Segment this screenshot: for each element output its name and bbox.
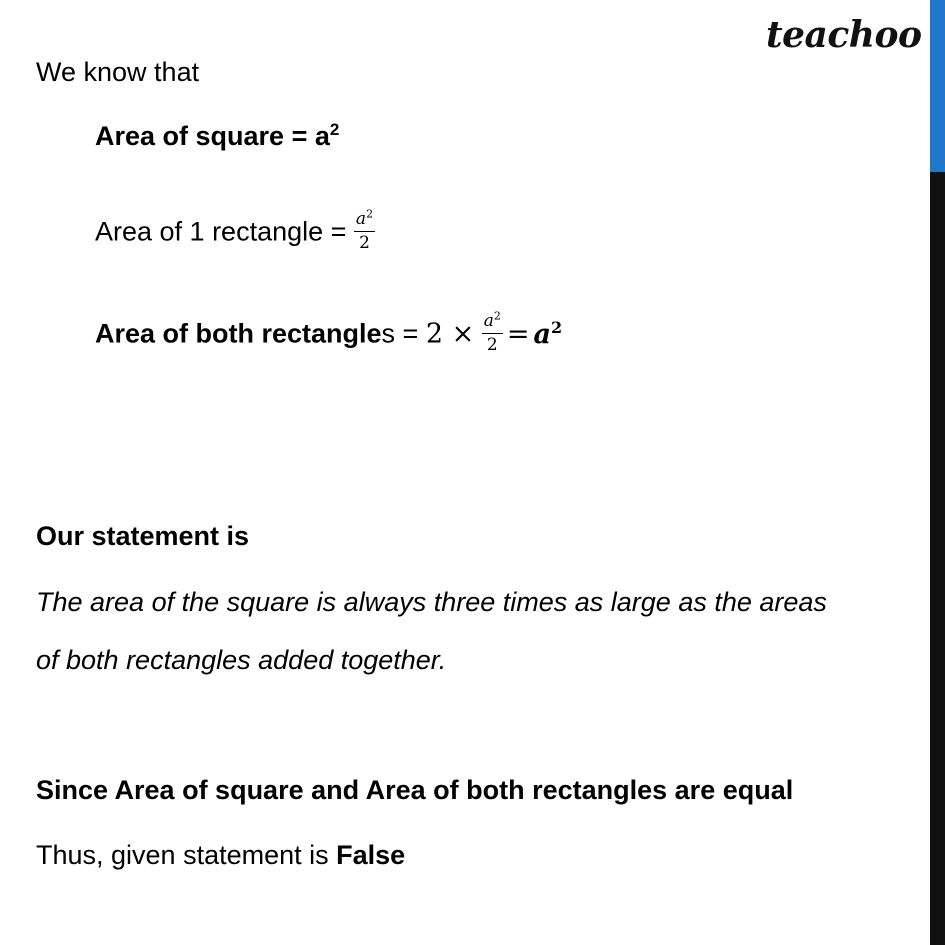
area-of-square-formula [95, 119, 339, 153]
fraction-denominator: 2 [359, 233, 370, 253]
statement-heading: Our statement is [36, 521, 250, 551]
fraction-numerator: $a^2$ [482, 313, 503, 334]
conclusion-verdict-line [36, 838, 405, 872]
a-squared-over-two-fraction [482, 309, 503, 355]
area-of-both-rectangles-formula [95, 309, 563, 356]
area-of-square-label: Area of square = a [95, 121, 330, 151]
area-of-rectangle-formula [95, 207, 375, 254]
fraction-denominator: 2 [486, 335, 498, 355]
area-of-square-exponent: 2 [329, 120, 340, 139]
right-scrollbar[interactable] [930, 0, 945, 945]
equals-sign: = [506, 318, 530, 350]
verdict-false: False [336, 840, 406, 870]
area-of-both-label: Area of both rectangle [95, 318, 382, 349]
a-squared-over-two-fraction [354, 207, 375, 253]
conclusion-reason: Since Area of square and Area of both rectangles are equal [36, 775, 794, 805]
statement-line-1: The area of the square is always three times as large as the areas [36, 587, 827, 617]
conclusion-prefix: Thus, given statement is [36, 840, 337, 870]
area-of-both-suffix: s = [381, 318, 426, 349]
result-a-squared: $a^2$ [533, 317, 563, 350]
teachoo-logo: teachoo [766, 14, 922, 56]
intro-text: We know that [36, 57, 200, 87]
statement-line-2: of both rectangles added together. [36, 645, 447, 675]
area-of-rectangle-label: Area of 1 rectangle = [95, 216, 354, 247]
scrollbar-thumb[interactable] [930, 0, 945, 172]
multiplier: 2 × [425, 318, 475, 350]
fraction-numerator: $a^2$ [354, 211, 375, 232]
